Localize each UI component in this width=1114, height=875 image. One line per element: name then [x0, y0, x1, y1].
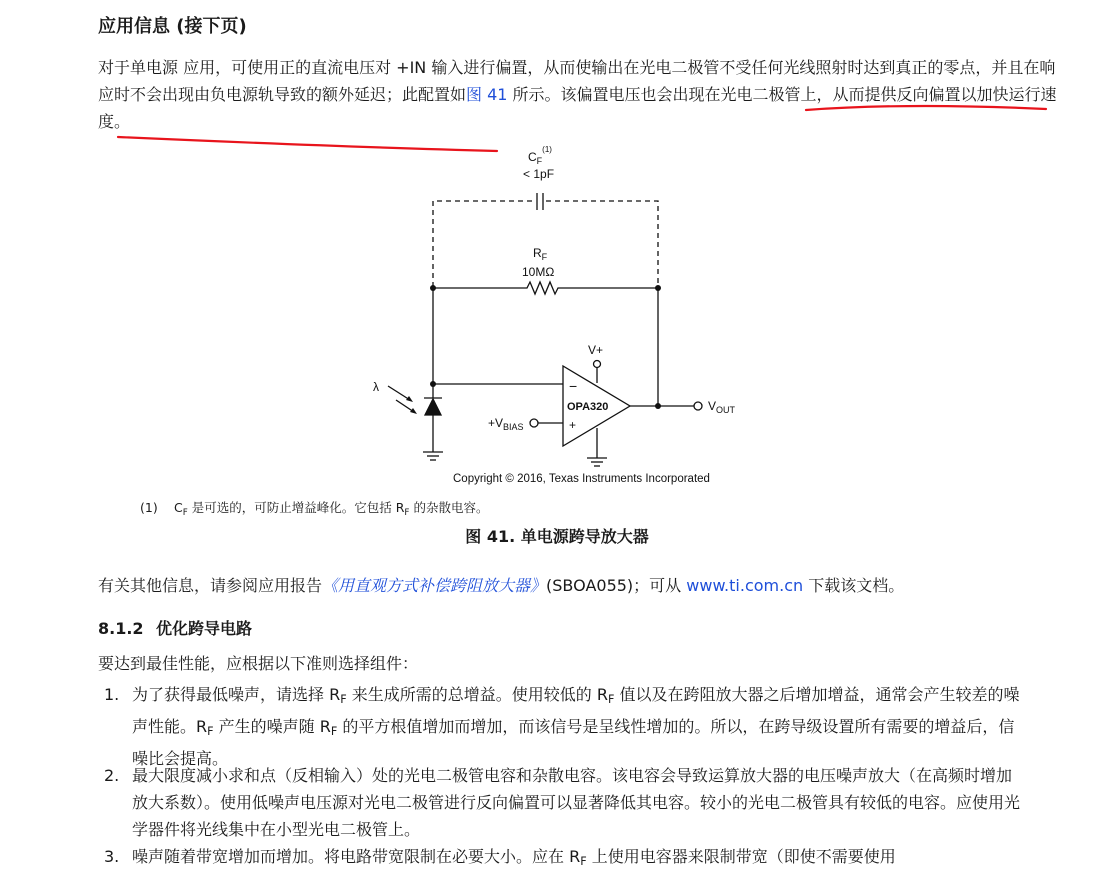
report-link[interactable]: 《用直观方式补偿跨阻放大器》: [322, 576, 547, 595]
list-number: 2.: [104, 766, 120, 785]
junction-dot: [430, 381, 436, 387]
figure-copyright: Copyright © 2016, Texas Instruments Incorporated: [453, 473, 710, 485]
ti-website-link[interactable]: www.ti.com.cn: [686, 576, 804, 595]
intro-text-2: 所示。该偏置电压也会出现在光电二极管上，从而提供反向偏置以加快运行速度。: [98, 85, 1057, 131]
opamp-name: OPA320: [567, 401, 609, 413]
junction-dot: [430, 285, 436, 291]
figure-caption: 图 41. 单电源跨导放大器: [465, 527, 649, 546]
list-text: 最大限度减小求和点（反相输入）处的光电二极管电容和杂散电容。该电容会导致运算放大器的电压噪声放大（在高频时增加放大系数）。使用低噪声电压源对光电二极管进行反向偏置可以显著降低其电容。较小的光电二极管具有较低的电容。应使用光学器件将光线集中在小型光电二极管上。: [132, 766, 1021, 839]
more-info-paragraph: 有关其他信息，请参阅应用报告《用直观方式补偿跨阻放大器》(SBOA055)；可从 www.ti.com.cn 下载该文档。: [98, 576, 905, 595]
list-number: 1.: [104, 685, 120, 704]
vbias-label: $+V_{BIAS}$: [488, 416, 524, 432]
intro-text-1: 对于单电源 应用，可使用正的直流电压对 +IN 输入进行偏置，从而使输出在光电二极管不受任何光线照射时达到真正的零点，并且在响应时不会出现由负电源轨导致的额外延迟；此配置如: [98, 58, 1056, 104]
plus-sign: +: [569, 418, 577, 432]
vout-label: $V_{OUT}$: [708, 399, 736, 415]
lead-text: 要达到最佳性能，应根据以下准则选择组件：: [98, 654, 419, 673]
list-text: 噪声随着带宽增加而增加。将电路带宽限制在必要大小。应在 $R_F$ 上使用电容器来限制带宽（即使不需要使用: [132, 847, 896, 868]
circuit-diagram: [360, 140, 760, 490]
rf-label: $R_F$: [533, 246, 548, 262]
list-item: [104, 762, 1024, 843]
list-text: 为了获得最低噪声，请选择 $R_F$ 来生成所需的总增益。使用较低的 $R_F$ 值以及在跨阻放大器之后增加增益，通常会产生较差的噪声性能。$R_F$ 产生的噪声随 $R_F$ 的平方根值增加而增加，而该信号是呈线性增加的。所以，在跨导级设置所有需要的增益后，信噪比会提高。: [132, 685, 1020, 768]
section-number: 8.1.2: [98, 619, 144, 638]
section-header: 应用信息 (接下页): [98, 16, 247, 37]
section-title: 优化跨导电路: [156, 619, 253, 638]
vplus-label: V+: [588, 343, 604, 357]
figure-41-link[interactable]: 图 41: [466, 85, 508, 104]
minus-sign: −: [569, 378, 578, 394]
figure-footnote: (1) $C_F$ 是可选的，可防止增益峰化。它包括 $R_F$ 的杂散电容。: [140, 500, 489, 518]
section-heading: [98, 616, 252, 639]
list-item: [104, 681, 1024, 772]
list-number: 3.: [104, 847, 120, 866]
rf-value: 10MΩ: [522, 265, 555, 279]
junction-dot: [655, 285, 661, 291]
list-item: [104, 843, 1024, 875]
junction-dot: [655, 403, 661, 409]
lambda-symbol: λ: [373, 380, 379, 394]
cf-value: < 1pF: [523, 167, 555, 181]
cf-label: $C_F^{(1)}$: [528, 145, 552, 166]
